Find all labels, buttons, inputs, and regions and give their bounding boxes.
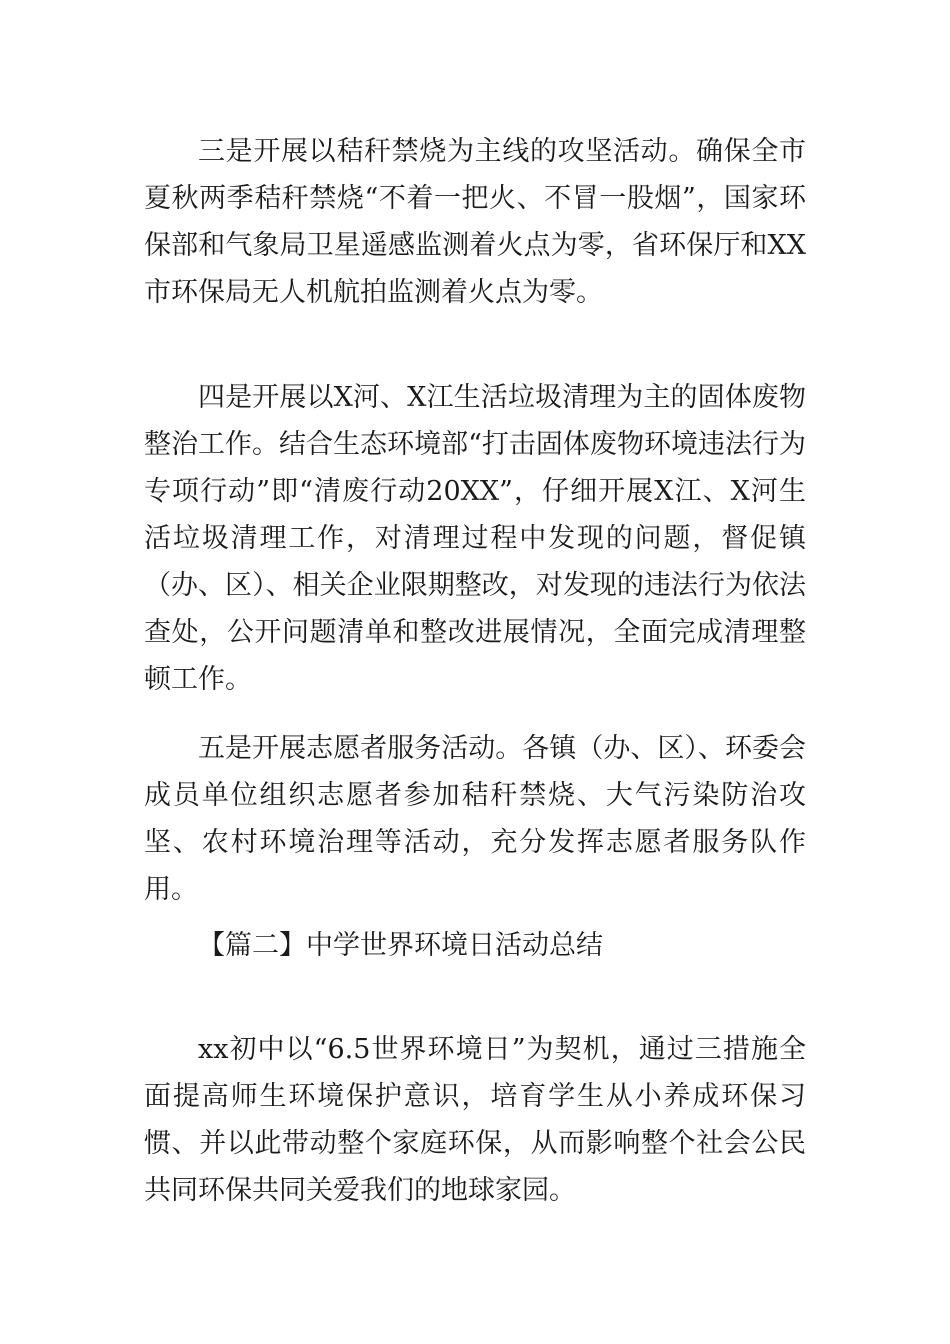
paragraph-environment-day-summary: xx初中以“6.5世界环境日”为契机，通过三措施全面提高师生环境保护意识，培育学生从小养成环保习惯、并以此带动整个家庭环保，从而影响整个社会公民共同环保共同关爱我们的地球家园。 <box>144 1034 806 1206</box>
paragraph-solid-waste-cleanup: 四是开展以X河、X江生活垃圾清理为主的固体废物整治工作。结合生态环境部“打击固体废物环境违法行为专项行动”即“清废行动20XX”，仔细开展X江、X河生活垃圾清理工作，对清理过程中发现的问题，督促镇（办、区）、相关企业限期整改，对发现的违法行为依法查处，公开问题清单和整改进展情况，全面完成清理整顿工作。 <box>144 382 806 695</box>
paragraph-volunteer-service: 五是开展志愿者服务活动。各镇（办、区）、环委会成员单位组织志愿者参加秸秆禁烧、大气污染防治攻坚、农村环境治理等活动，充分发挥志愿者服务队作用。 <box>144 733 806 905</box>
section-heading: 【篇二】中学世界环境日活动总结 <box>198 930 603 961</box>
paragraph-straw-burning-campaign: 三是开展以秸秆禁烧为主线的攻坚活动。确保全市夏秋两季秸秆禁烧“不着一把火、不冒一股烟”，国家环保部和气象局卫星遥感监测着火点为零，省环保厅和XX市环保局无人机航拍监测着火点为零。 <box>144 136 806 308</box>
